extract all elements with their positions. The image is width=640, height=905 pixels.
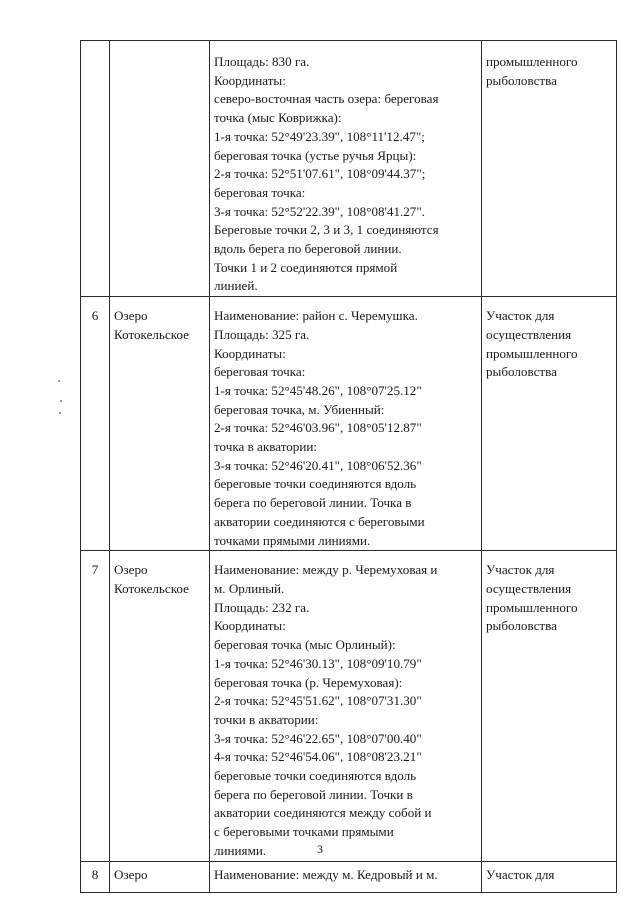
description-line: 1-я точка: 52°45'48.26", 108°07'25.12" [214,382,422,398]
purpose-line: Участок для [486,308,555,324]
description-line: береговые точки соединяются вдоль [214,476,417,492]
description-line: Наименование: между м. Кедровый и м. [214,866,438,882]
row-number-cell: 8 [81,861,110,892]
description-line: Точки 1 и 2 соединяются прямой [214,259,398,275]
table-row-8 [81,861,617,892]
description-line: береговая точка: [214,184,306,200]
water-body-line: Котокельское [114,580,189,596]
description-line: точка (мыс Коврижка): [214,110,342,126]
water-body-line: Озеро [114,308,148,324]
purpose-cell [482,297,617,551]
description-line: береговая точка (мыс Орлиный): [214,637,396,653]
description-line: Координаты: [214,345,286,361]
purpose-line: Участок для [486,562,555,578]
description-line: точка в акватории: [214,439,317,455]
description-line: береговая точка, м. Убиенный: [214,401,385,417]
description-line: Площадь: 232 га. [214,599,310,615]
row-number-cell [81,41,110,297]
water-body-line: Котокельское [114,326,189,342]
description-line: 3-я точка: 52°46'20.41", 108°06'52.36" [214,457,422,473]
water-body-cell [110,551,210,861]
table-row-6 [81,297,617,551]
purpose-line: осуществления [486,326,572,342]
purpose-line: осуществления [486,580,572,596]
purpose-line: рыболовства [486,618,557,634]
purpose-line: рыболовства [486,72,557,88]
description-line: северо-восточная часть озера: береговая [214,91,439,107]
scan-artifact [58,380,60,382]
purpose-cell [482,551,617,861]
description-line: береговая точка: [214,364,306,380]
description-line: Площадь: 325 га. [214,326,310,342]
description-line: берега по береговой линии. Точка в [214,495,412,511]
description-line: 2-я точка: 52°51'07.61", 108°09'44.37"; [214,166,426,182]
description-cell [210,551,482,861]
purpose-line: промышленного [486,54,578,69]
description-line: береговая точка (устье ручья Ярцы): [214,147,417,163]
fishing-areas-table [80,40,617,893]
description-line: берега по береговой линии. Точки в [214,786,413,802]
description-line: линией. [214,278,258,294]
description-line: акватории соединяются между собой и [214,805,432,821]
water-body-cell [110,297,210,551]
description-line: береговые точки соединяются вдоль [214,768,417,784]
description-line: 1-я точка: 52°46'30.13", 108°09'10.79" [214,655,422,671]
description-line: м. Орлиный. [214,580,285,596]
purpose-line: рыболовства [486,364,557,380]
purpose-line: Участок для [486,866,555,882]
description-line: точками прямыми линиями. [214,532,371,548]
description-line: Координаты: [214,72,286,88]
purpose-line: промышленного [486,345,578,361]
description-line: 3-я точка: 52°52'22.39", 108°08'41.27". [214,203,425,219]
page-number: 3 [317,842,323,856]
row-number-cell: 6 [81,297,110,551]
description-cell [210,861,482,892]
description-line: вдоль берега по береговой линии. [214,241,402,257]
water-body-line: Озеро [114,866,148,882]
purpose-cell [482,861,617,892]
description-line: точки в акватории: [214,711,319,727]
purpose-cell [482,41,617,297]
description-line: 2-я точка: 52°45'51.62", 108°07'31.30" [214,693,422,709]
description-line: Координаты: [214,618,286,634]
scan-artifact [60,400,62,402]
description-line: Наименование: между р. Черемуховая и [214,562,438,578]
description-cell [210,297,482,551]
row-number-cell: 7 [81,551,110,861]
description-line: акватории соединяются с береговыми [214,513,425,529]
water-body-cell [110,861,210,892]
description-line: Площадь: 830 га. [214,54,310,69]
description-line: линиями. [214,842,267,858]
table-row-7 [81,551,617,861]
description-line: 3-я точка: 52°46'22.65", 108°07'00.40" [214,730,422,746]
water-body-cell [110,41,210,297]
water-body-line: Озеро [114,562,148,578]
description-line: Береговые точки 2, 3 и 3, 1 соединяются [214,222,439,238]
description-cell [210,41,482,297]
description-line: 2-я точка: 52°46'03.96", 108°05'12.87" [214,420,422,436]
description-line: 4-я точка: 52°46'54.06", 108°08'23.21" [214,749,422,765]
description-line: с береговыми точками прямыми [214,824,394,840]
description-line: Наименование: район с. Черемушка. [214,308,418,324]
table-row-continued [81,41,617,297]
purpose-line: промышленного [486,599,578,615]
description-line: береговая точка (р. Черемуховая): [214,674,403,690]
scan-artifact [59,412,61,414]
description-line: 1-я точка: 52°49'23.39", 108°11'12.47"; [214,128,425,144]
